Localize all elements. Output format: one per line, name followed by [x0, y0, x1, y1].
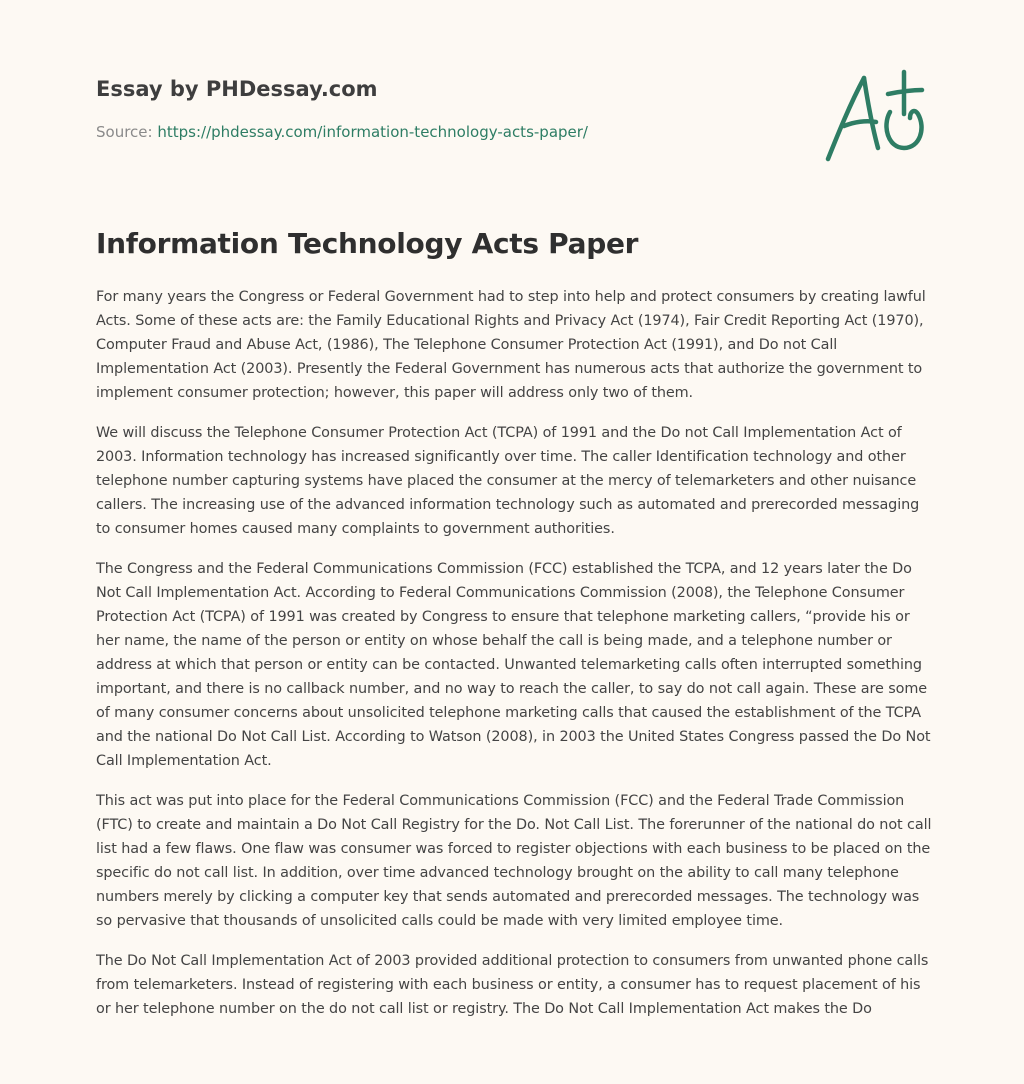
site-title: Essay by PHDessay.com — [96, 77, 378, 101]
essay-body — [96, 285, 932, 1070]
essay-paragraph: This act was put into place for the Federal Communications Commission (FCC) and the Federal Trade Commission (FTC) to create and maintain a Do Not Call Registry for the Do. Not Call List. The forerunner of the national do not call list had a few flaws. One flaw was consumer was forced to register objections with each business to be placed on the specific do not call list. In addition, over time advanced technology brought on the ability to call many telephone numbers merely by clicking a computer key that sends automated and prerecorded messages. The technology was so pervasive that thousands of unsolicited calls could be made with very limited employee time. — [96, 793, 932, 929]
source-line — [96, 122, 796, 142]
essay-paragraph: We will discuss the Telephone Consumer Protection Act (TCPA) of 1991 and the Do not Call Implementation Act of 2003. Information technology has increased significantly over time. The caller Identification technology and other telephone number capturing systems have placed the consumer at the mercy of telemarketers and other nuisance callers. The increasing use of the advanced information technology such as automated and prerecorded messaging to consumer homes caused many complaints to government authorities. — [96, 425, 920, 537]
a-plus-logo-icon — [818, 64, 934, 168]
essay-paragraph: The Congress and the Federal Communications Commission (FCC) established the TCPA, and 12 years later the Do Not Call Implementation Act. According to Federal Communications Commission (2008), the Telephone Consumer Protection Act (TCPA) of 1991 was created by Congress to ensure that telephone marketing callers, “provide his or her name, the name of the person or entity on whose behalf the call is being made, and a telephone number or address at which that person or entity can be contacted. Unwanted telemarketing calls often interrupted something important, and there is no callback number, and no way to reach the caller, to say do not call again. These are some of many consumer concerns about unsolicited telephone marketing calls that caused the establishment of the TCPA and the national Do Not Call List. According to Watson (2008), in 2003 the United States Congress passed the Do Not Call Implementation Act. — [96, 561, 931, 769]
source-label: Source: — [96, 123, 153, 141]
a-plus-logo — [818, 64, 934, 168]
source-link[interactable]: https://phdessay.com/information-technology-acts-paper/ — [157, 123, 588, 141]
page-header — [96, 74, 796, 142]
essay-paragraph: For many years the Congress or Federal Government had to step into help and protect consumers by creating lawful Acts. Some of these acts are: the Family Educational Rights and Privacy Act (1974), Fair Credit Reporting Act (1970), Computer Fraud and Abuse Act, (1986), The Telephone Consumer Protection Act (1991), and Do not Call Implementation Act (2003). Presently the Federal Government has numerous acts that authorize the government to implement consumer protection; however, this paper will address only two of them. — [96, 289, 926, 401]
essay-title: Information Technology Acts Paper — [96, 227, 639, 260]
essay-paragraph: The Do Not Call Implementation Act of 2003 provided additional protection to consumers from unwanted phone calls from telemarketers. Instead of registering with each business or entity, a consumer has to request placement of his or her telephone number on the do not call list or registry. The Do Not Call Implementation Act makes the Do — [96, 953, 929, 1017]
